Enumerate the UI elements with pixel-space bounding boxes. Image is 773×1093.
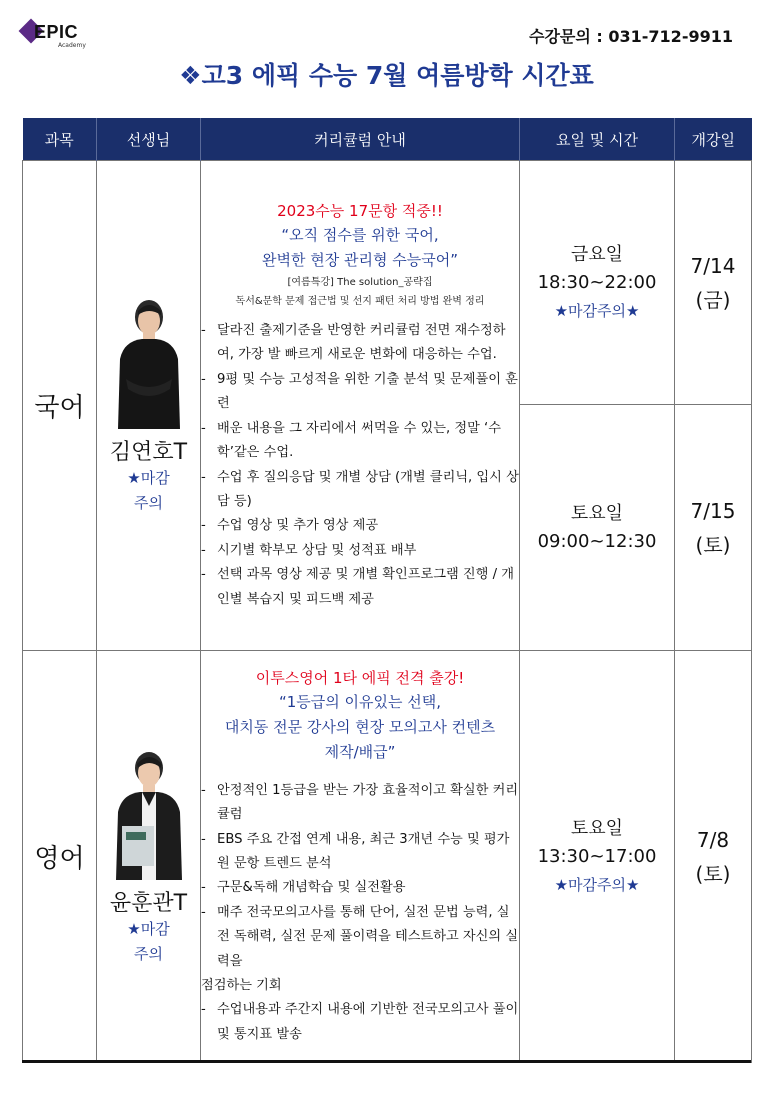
subject-korean: 국어	[23, 161, 97, 651]
session-hours: 13:30~17:00	[537, 845, 657, 867]
curriculum-slogan: 대치동 전문 강사의 현장 모의고사 컨텐츠	[224, 717, 496, 736]
curriculum-points	[201, 779, 519, 1047]
list-item: - 수업 후 질의응답 및 개별 상담 (개별 클리닉, 입시 상담 등)	[201, 469, 519, 509]
open-date-kr-2	[675, 405, 752, 651]
table-bottom-rule	[22, 1060, 751, 1063]
deadline-badge: ★마감주의★	[554, 875, 640, 894]
list-item: - 안정적인 1등급을 받는 가장 효율적이고 확실한 커리큘럼	[201, 782, 519, 823]
table-header-row	[23, 118, 752, 161]
curriculum-slogan: “오직 점수를 위한 국어,	[281, 226, 439, 245]
list-item: - 매주 전국모의고사를 통해 단어, 실전 문법 능력, 실전 독해력, 실전 문제 풀이력을 테스트하고 자신의 실력을	[201, 904, 519, 969]
subject-english: 영어	[23, 651, 97, 1063]
curriculum-points	[201, 319, 519, 612]
curriculum-highlight: 2023수능 17문항 적중!!	[277, 202, 443, 221]
session-time-kr-2	[520, 405, 675, 651]
curriculum-korean	[201, 161, 520, 651]
teacher-deadline-yoon-2: 주의	[134, 945, 163, 963]
list-item: - EBS 주요 간접 연계 내용, 최근 3개년 수능 및 평가원 문항 트렌드 분석	[201, 831, 510, 871]
teacher-name-kim: 김연호T	[109, 440, 188, 465]
list-item: - 선택 과목 영상 제공 및 개별 확인프로그램 진행 / 개인별 복습지 및 피드백 제공	[201, 567, 514, 607]
teacher-korean	[97, 161, 201, 651]
contact-info: 수강문의 : 031-712-9911	[529, 27, 733, 46]
teacher-deadline-kim-2: 주의	[134, 494, 163, 512]
session-day: 금요일	[570, 243, 624, 265]
teacher-deadline-yoon-1: ★마감	[127, 920, 170, 938]
list-item-continuation: 점검하는 기회	[201, 978, 282, 994]
logo-sub-text: Academy	[58, 42, 86, 49]
list-item: - 배운 내용을 그 자리에서 써먹을 수 있는, 정말 ‘수학’같은 수업.	[201, 420, 501, 461]
course-name: [여름특강] The solution_공략집	[287, 277, 433, 289]
list-item: - 수업 영상 및 추가 영상 제공	[201, 518, 379, 534]
curriculum-slogan: “1등급의 이유있는 선택,	[278, 692, 442, 711]
open-date: 7/8	[696, 827, 730, 852]
open-weekday: (토)	[695, 861, 731, 886]
open-date-en-1	[675, 651, 752, 1063]
list-item: - 달라진 출제기준을 반영한 커리큘럼 전면 재수정하여, 가장 발 빠르게 새로운 변화에 대응하는 수업.	[201, 323, 506, 363]
col-header-teacher: 선생님	[97, 118, 201, 161]
col-header-curriculum: 커리큘럼 안내	[201, 118, 520, 161]
open-date-kr-1	[675, 161, 752, 405]
col-header-subject: 과목	[23, 118, 97, 161]
list-item: - 9평 및 수능 고성적을 위한 기출 분석 및 문제풀이 훈련	[201, 371, 518, 412]
teacher-english	[97, 651, 201, 1063]
session-day: 토요일	[570, 817, 624, 839]
deadline-badge: ★마감주의★	[554, 301, 640, 320]
teacher-deadline-kim-1: ★마감	[127, 469, 170, 487]
list-item: - 수업내용과 주간지 내용에 기반한 전국모의고사 풀이 및 통지표 발송	[201, 1002, 519, 1042]
col-header-time: 요일 및 시간	[520, 118, 675, 161]
session-time-en-1	[520, 651, 675, 1063]
session-hours: 09:00~12:30	[537, 530, 657, 552]
curriculum-english	[201, 651, 520, 1063]
epic-logo	[20, 18, 120, 50]
table-row-english	[23, 651, 752, 1063]
list-item: - 구문&독해 개념학습 및 실전활용	[201, 880, 406, 896]
open-date: 7/14	[690, 253, 736, 278]
list-item: - 시기별 학부모 상담 및 성적표 배부	[201, 542, 417, 558]
curriculum-slogan: 제작/배급”	[324, 742, 396, 761]
teacher-name-yoon: 윤훈관T	[109, 891, 188, 916]
session-time-kr-1	[520, 161, 675, 405]
curriculum-slogan: 완벽한 현장 관리형 수능국어”	[262, 251, 458, 270]
course-description: 독서&문학 문제 접근법 및 선지 패턴 처리 방법 완벽 정리	[235, 296, 485, 308]
open-weekday: (금)	[695, 287, 731, 312]
open-date: 7/15	[690, 498, 736, 523]
curriculum-highlight: 이투스영어 1타 에픽 전격 출강!	[255, 668, 465, 687]
open-weekday: (토)	[695, 532, 731, 557]
session-day: 토요일	[570, 502, 624, 524]
schedule-table	[22, 118, 752, 1063]
session-hours: 18:30~22:00	[537, 271, 657, 293]
page-title: ❖고3 에픽 수능 7월 여름방학 시간표	[179, 61, 594, 90]
teacher-photo-kim	[112, 295, 186, 429]
table-row-korean	[23, 161, 752, 405]
col-header-open-date: 개강일	[675, 118, 752, 161]
teacher-photo-yoon	[112, 746, 186, 880]
logo-main-text: EPIC	[34, 22, 79, 42]
